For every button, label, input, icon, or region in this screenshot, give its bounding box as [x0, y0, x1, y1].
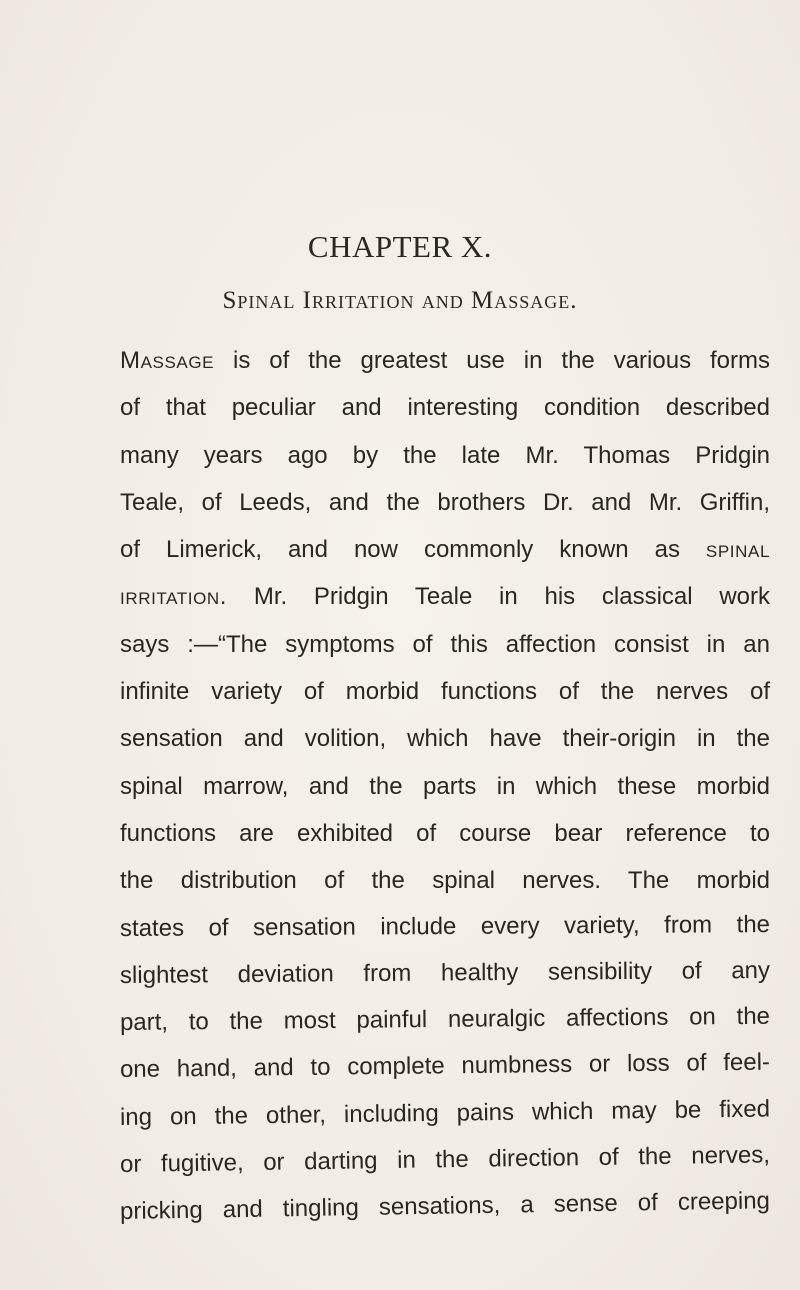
text-line: or fugitive, or darting in the direction of the nerves, [119, 1141, 771, 1179]
text-line: of Limerick, and now commonly known as spinal [120, 536, 770, 564]
lead-in-small-caps: Massage [120, 347, 215, 374]
text-line: spinal marrow, and the parts in which these morbid [120, 772, 770, 800]
section-title: Spinal Irritation and Massage. [222, 287, 578, 314]
text-line: infinite variety of morbid functions of the nerves of [120, 678, 770, 706]
text-line: part, to the most painful neuralgic affections on the [119, 1002, 771, 1037]
small-caps-term: irritation. [120, 583, 228, 611]
text-line: one hand, and to complete numbness or loss of feel- [119, 1049, 771, 1084]
text-line: Massage is of the greatest use in the various forms [120, 347, 770, 374]
text-line: says :—“The symptoms of this affection consist in an [120, 630, 770, 658]
text-line: the distribution of the spinal nerves. The morbid [120, 867, 770, 895]
body-text [120, 337, 770, 1236]
text-line: functions are exhibited of course bear reference to [120, 819, 770, 847]
chapter-heading: CHAPTER X. [307, 229, 493, 264]
text-line: many years ago by the late Mr. Thomas Pridgin [120, 441, 770, 469]
text-line: ing on the other, including pains which may be fixed [119, 1095, 771, 1131]
text-line: pricking and tingling sensations, a sense of creeping [119, 1187, 771, 1226]
text-line: irritation. Mr. Pridgin Teale in his classical work [120, 583, 770, 611]
text-line: slightest deviation from healthy sensibility of any [119, 956, 771, 989]
small-caps-term: spinal [705, 536, 770, 564]
text-line: states of sensation include every variety, from the [119, 910, 771, 942]
text-line: sensation and volition, which have their-origin in the [120, 725, 770, 753]
text-line: of that peculiar and interesting condition described [120, 394, 770, 422]
text-line: Teale, of Leeds, and the brothers Dr. and Mr. Griffin, [120, 488, 770, 516]
